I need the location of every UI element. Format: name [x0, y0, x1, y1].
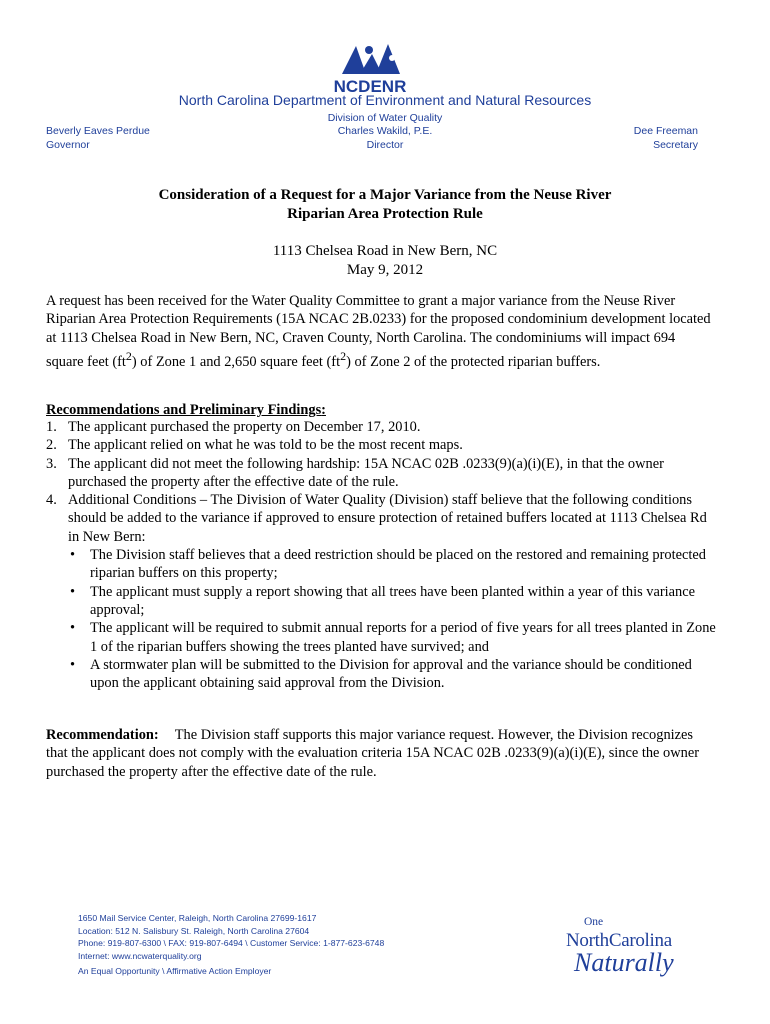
finding-item: [46, 418, 716, 436]
finding-number: 3.: [46, 455, 57, 472]
governor-title: Governor: [46, 139, 90, 151]
footer-location: Location: 512 N. Salisbury St. Raleigh, North Carolina 27604: [78, 925, 310, 936]
footer-website: Internet: www.ncwaterquality.org: [78, 950, 202, 961]
condition-item: [68, 546, 716, 583]
brand-one: One: [584, 916, 604, 928]
condition-text: The applicant will be required to submit annual reports for a period of five years for all trees planted in Zone 1 of the riparian buffers showing the trees planted have survived; and: [90, 620, 716, 655]
director-title: Director: [366, 139, 404, 151]
secretary-name: Dee Freeman: [633, 125, 698, 137]
footer-mail-address: 1650 Mail Service Center, Raleigh, North Carolina 27699-1617: [78, 913, 317, 923]
condition-item: [68, 656, 716, 693]
governor-name: Beverly Eaves Perdue: [46, 125, 150, 137]
division-name: Division of Water Quality: [327, 112, 443, 124]
recommendation-label: Recommendation:: [46, 727, 159, 743]
finding-number: 2.: [46, 437, 57, 454]
one-north-carolina-naturally-logo: [566, 916, 696, 982]
superscript-2: 2: [125, 348, 132, 363]
finding-text: The applicant did not meet the following hardship: 15A NCAC 02B .0233(9)(a)(i)(E), in that the owner purchased the property after the effective date of the rule.: [68, 455, 664, 490]
department-name: North Carolina Department of Environment and Natural Resources: [178, 92, 592, 108]
findings-heading-colon: :: [321, 402, 326, 418]
intro-text-c: ) of Zone 2 of the protected riparian buffers.: [346, 353, 601, 370]
finding-text: The applicant relied on what he was told to be the most recent maps.: [68, 437, 463, 454]
logo-text: NCDENR: [333, 77, 407, 96]
condition-text: The Division staff believes that a deed restriction should be placed on the restored and remaining protected riparian buffers on this property;: [90, 547, 706, 582]
finding-item: [46, 491, 716, 692]
condition-item: [68, 583, 716, 620]
secretary-block: [634, 124, 698, 152]
bullet-icon: •: [70, 656, 76, 673]
footer-address-block: [78, 912, 384, 978]
findings-heading-text: Recommendations and Preliminary Findings: [46, 402, 322, 418]
title-line-1: Consideration of a Request for a Major Variance from the Neuse River: [158, 187, 612, 203]
location-date-block: [0, 242, 770, 280]
director-name: Charles Wakild, P.E.: [337, 125, 433, 137]
condition-text: The applicant must supply a report showing that all trees have been planted within a year of this variance approval;: [90, 583, 696, 618]
bullet-icon: •: [70, 583, 76, 600]
finding-text: Additional Conditions – The Division of Water Quality (Division) staff believe that the following conditions should be added to the variance if approved to ensure protection of retained buffers located at 1113 Chelsea Rd in New Bern:: [68, 492, 707, 545]
ncdenr-logo: [322, 40, 418, 96]
finding-number: 1.: [46, 419, 57, 435]
conditions-list: [68, 546, 716, 692]
condition-item: [68, 619, 716, 656]
intro-text-b: ) of Zone 1 and 2,650 square feet (ft: [131, 353, 341, 370]
condition-text: A stormwater plan will be submitted to the Division for approval and the variance should be conditioned upon the applicant obtaining said approval from the Division.: [90, 656, 692, 692]
recommendation-text: The Division staff supports this major variance request. However, the Division recognizes that the applicant does not comply with the evaluation criteria 15A NCAC 02B .0233(9)(a)(i)(E), since the owner purchased the property after the effective date of the rule.: [46, 727, 699, 780]
brand-naturally: Naturally: [574, 948, 674, 977]
intro-text-a: A request has been received for the Water Quality Committee to grant a major variance from the Neuse River Riparian Area Protection Requirements (15A NCAC 2B.0233) for the proposed condominium development located at 1113 Chelsea Road in New Bern, NC, Craven County, North Carolina. The condominiums will impact 694 square feet (ft: [46, 293, 711, 370]
secretary-title: Secretary: [653, 139, 698, 151]
finding-text: The applicant purchased the property on December 17, 2010.: [68, 419, 421, 435]
findings-list: [46, 418, 716, 692]
site-address: 1113 Chelsea Road in New Bern, NC: [272, 243, 498, 259]
document-date: May 9, 2012: [346, 262, 424, 278]
footer-phone: Phone: 919-807-6300 \ FAX: 919-807-6494 \ Customer Service: 1-877-623-6748: [78, 938, 385, 948]
intro-paragraph: [46, 292, 716, 371]
recommendation-paragraph: [46, 726, 716, 781]
bullet-icon: •: [70, 620, 76, 637]
brand-north-carolina: NorthCarolina: [566, 930, 672, 951]
title-line-2: Riparian Area Protection Rule: [287, 206, 483, 222]
footer-eoe-statement: An Equal Opportunity \ Affirmative Action Employer: [78, 966, 272, 976]
findings-heading: [46, 402, 326, 419]
document-title: [0, 186, 770, 224]
finding-item: [46, 436, 716, 454]
bullet-icon: •: [70, 547, 76, 564]
finding-item: [46, 455, 716, 492]
finding-number: 4.: [46, 492, 57, 509]
superscript-2: 2: [340, 348, 347, 363]
